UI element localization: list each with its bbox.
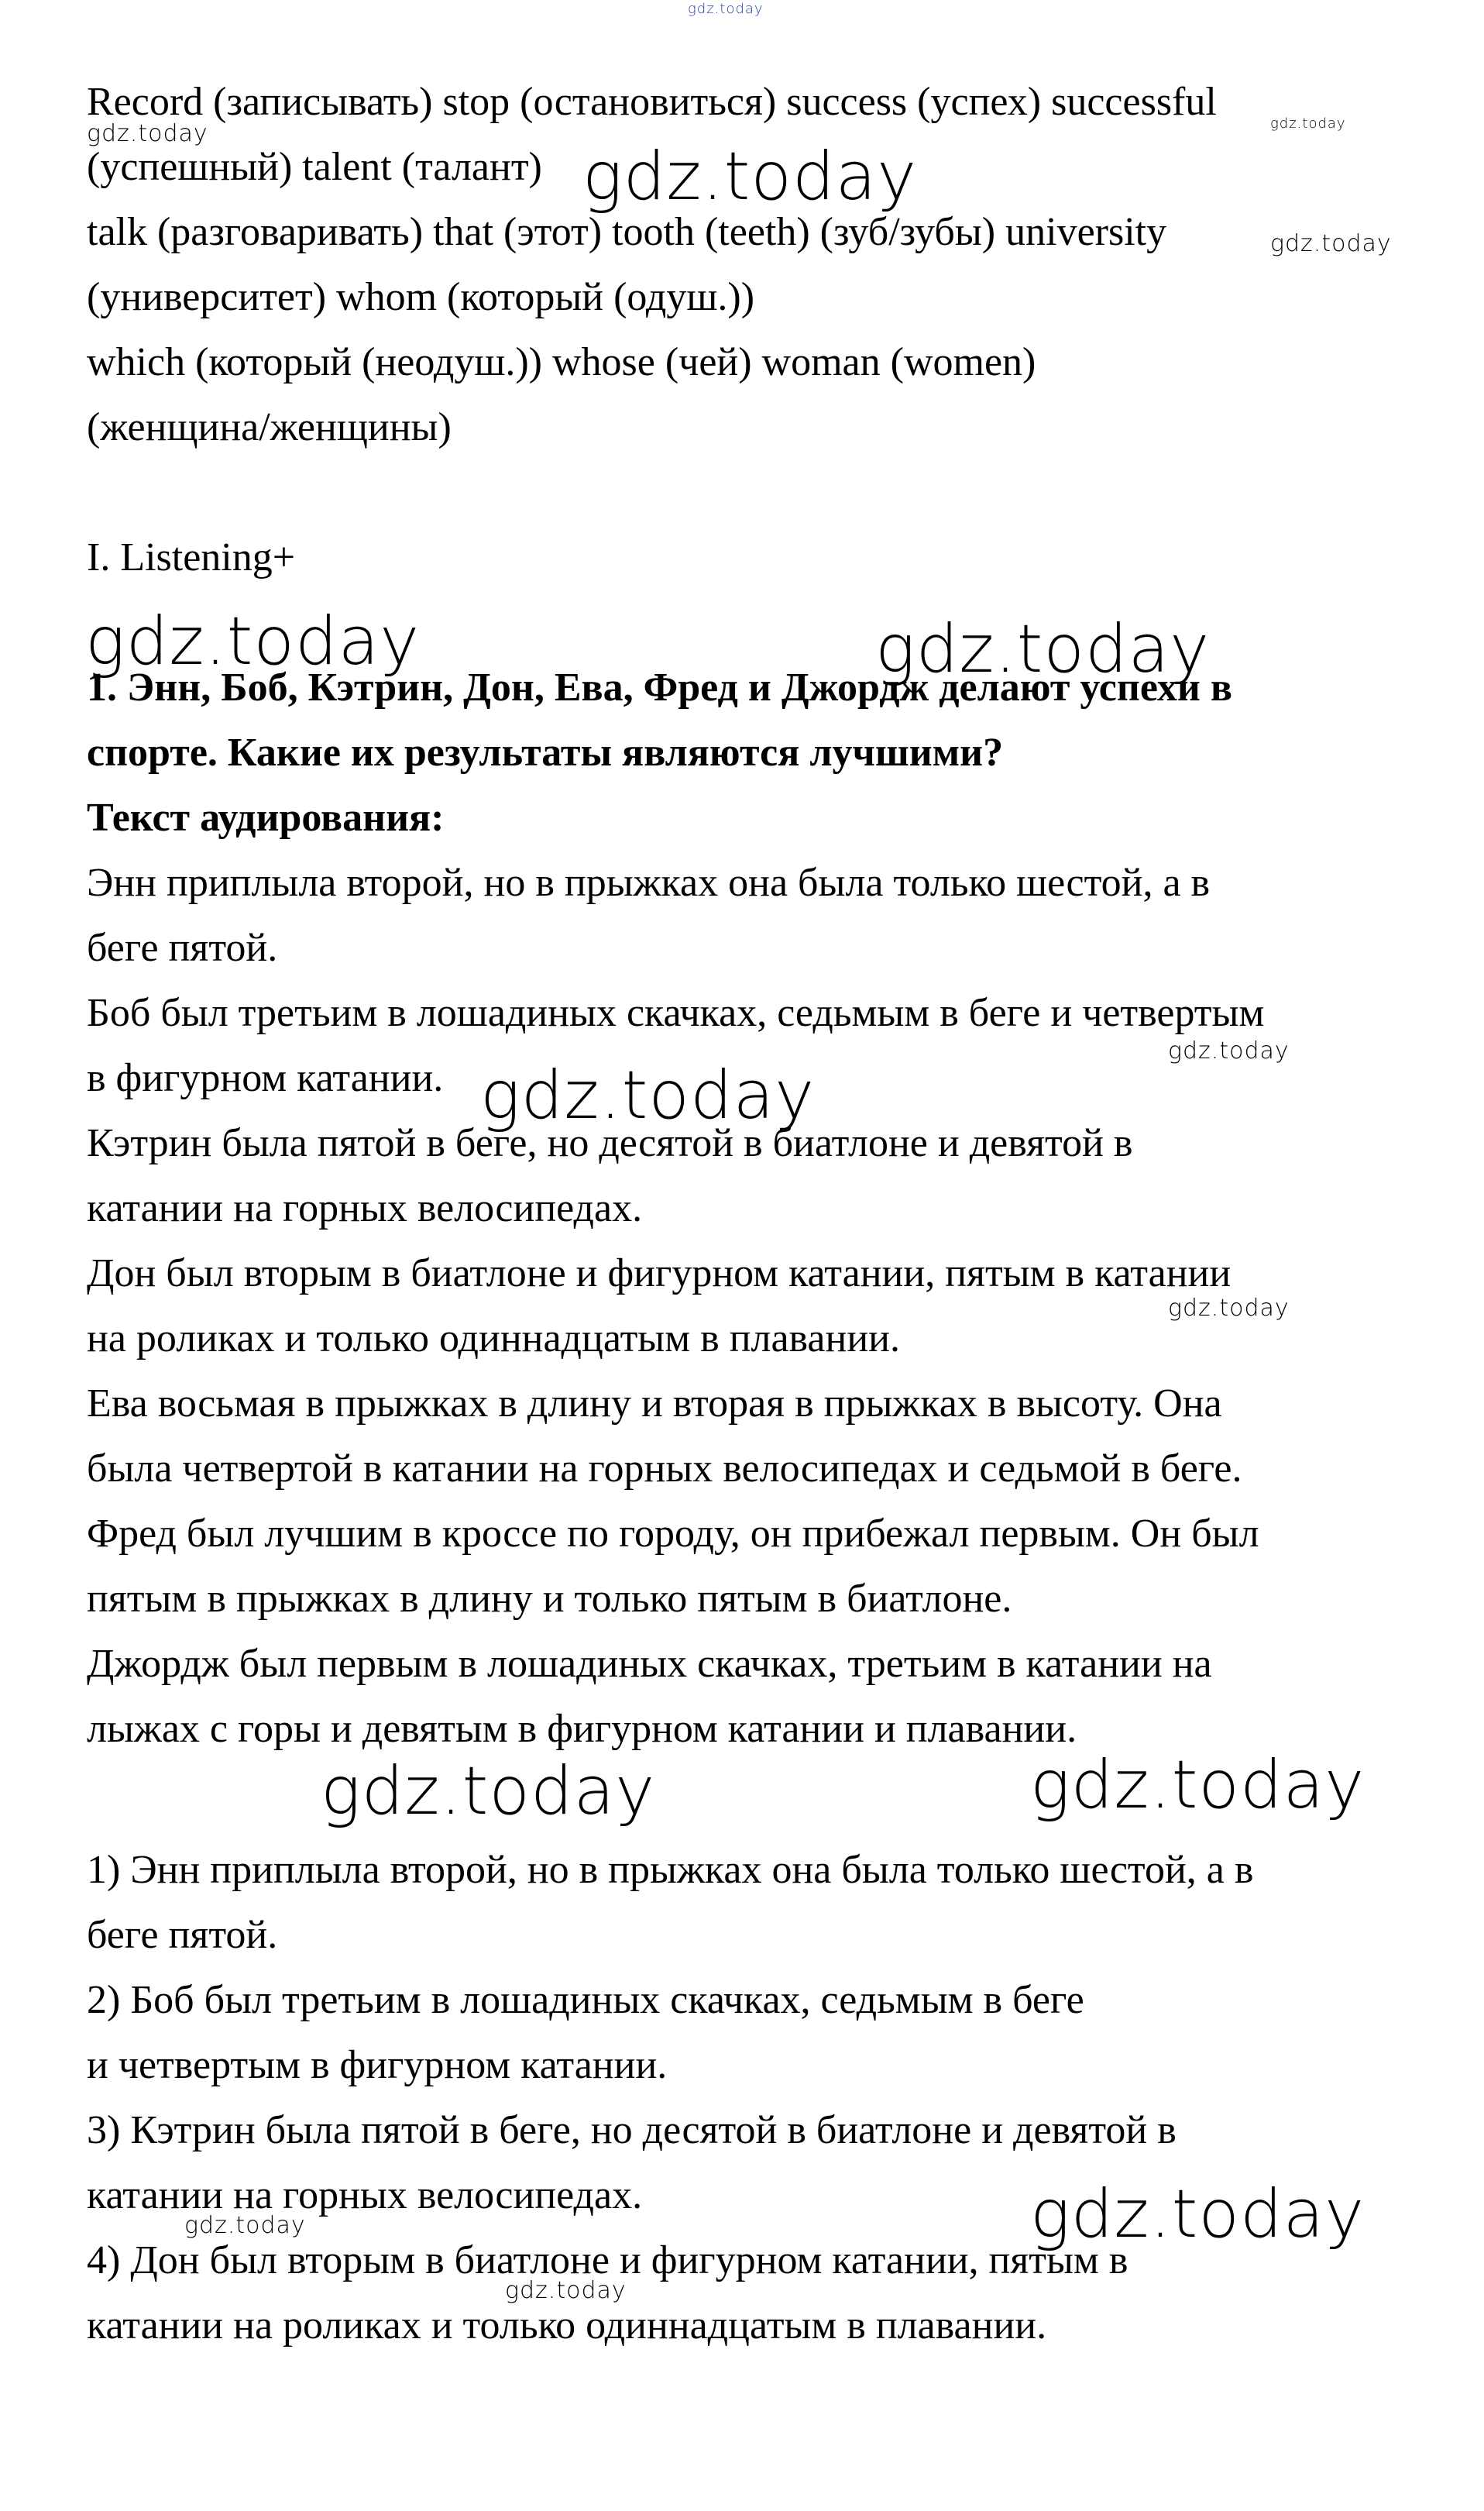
watermark: gdz.today xyxy=(1168,1295,1290,1322)
text-line: Кэтрин была пятой в беге, но десятой в биатлоне и девятой в xyxy=(87,1121,1133,1165)
watermark: gdz.today xyxy=(1270,115,1346,132)
text-line: Боб был третьим в лошадиных скачках, седьмым в беге и четвертым xyxy=(87,991,1265,1035)
text-heading: Текст аудирования: xyxy=(87,796,445,840)
task-title: спорте. Какие их результаты являются лучшими? xyxy=(87,731,1004,775)
watermark: gdz.today xyxy=(505,2277,627,2304)
text-line: беге пятой. xyxy=(87,926,278,970)
watermark: gdz.today xyxy=(85,603,421,680)
text-line: Фред был лучшим в кроссе по городу, он прибежал первым. Он был xyxy=(87,1512,1259,1556)
text-line: катании на горных велосипедах. xyxy=(87,1186,643,1230)
watermark: gdz.today xyxy=(1168,1037,1290,1065)
text-line: Дон был вторым в биатлоне и фигурном катании, пятым в катании xyxy=(87,1251,1232,1295)
vocab-line: which (который (неодуш.)) whose (чей) woman (women) xyxy=(87,340,1036,384)
answer-line: 4) Дон был вторым в биатлоне и фигурном катании, пятым в xyxy=(87,2238,1128,2282)
vocab-line: (университет) whom (который (одуш.)) xyxy=(87,275,755,319)
answer-line: 1) Энн приплыла второй, но в прыжках она была только шестой, а в xyxy=(87,1848,1254,1892)
text-line: пятым в прыжках в длину и только пятым в биатлоне. xyxy=(87,1577,1012,1621)
section-heading: I. Listening+ xyxy=(87,535,296,580)
text-line: Джордж был первым в лошадиных скачках, третьим в катании на xyxy=(87,1642,1212,1686)
text-line: Энн приплыла второй, но в прыжках она была только шестой, а в xyxy=(87,861,1211,905)
vocab-line: (успешный) talent (талант) xyxy=(87,145,542,189)
answer-line: катании на горных велосипедах. xyxy=(87,2173,643,2217)
vocab-line: Record (записывать) stop (остановиться) success (успех) successful xyxy=(87,80,1217,124)
answer-line: катании на роликах и только одиннадцатым в плавании. xyxy=(87,2303,1047,2348)
answer-line: 3) Кэтрин была пятой в беге, но десятой в биатлоне и девятой в xyxy=(87,2108,1177,2152)
text-line: на роликах и только одиннадцатым в плавании. xyxy=(87,1316,900,1360)
watermark: gdz.today xyxy=(1270,230,1392,257)
watermark: gdz.today xyxy=(480,1057,816,1134)
watermark: gdz.today xyxy=(582,138,918,215)
task-title: 1. Энн, Боб, Кэтрин, Дон, Ева, Фред и Джордж делают успехи в xyxy=(87,666,1232,710)
watermark: gdz.today xyxy=(184,2212,306,2239)
answer-line: беге пятой. xyxy=(87,1913,278,1957)
vocab-line: (женщина/женщины) xyxy=(87,405,452,449)
text-line: в фигурном катании. xyxy=(87,1056,444,1100)
watermark: gdz.today xyxy=(1030,2176,1365,2253)
watermark: gdz.today xyxy=(1030,1746,1365,1824)
text-line: была четвертой в катании на горных велосипедах и седьмой в беге. xyxy=(87,1446,1242,1491)
text-line: Ева восьмая в прыжках в длину и вторая в прыжках в высоту. Она xyxy=(87,1381,1222,1426)
watermark-top: gdz.today xyxy=(688,1,764,17)
watermark: gdz.today xyxy=(875,611,1211,688)
vocab-line: talk (разговаривать) that (этот) tooth (teeth) (зуб/зубы) university xyxy=(87,210,1167,254)
watermark: gdz.today xyxy=(87,120,208,147)
answer-line: 2) Боб был третьим в лошадиных скачках, седьмым в беге xyxy=(87,1978,1084,2022)
answer-line: и четвертым в фигурном катании. xyxy=(87,2043,668,2087)
watermark: gdz.today xyxy=(321,1753,656,1830)
text-line: лыжах с горы и девятым в фигурном катании и плавании. xyxy=(87,1707,1077,1751)
